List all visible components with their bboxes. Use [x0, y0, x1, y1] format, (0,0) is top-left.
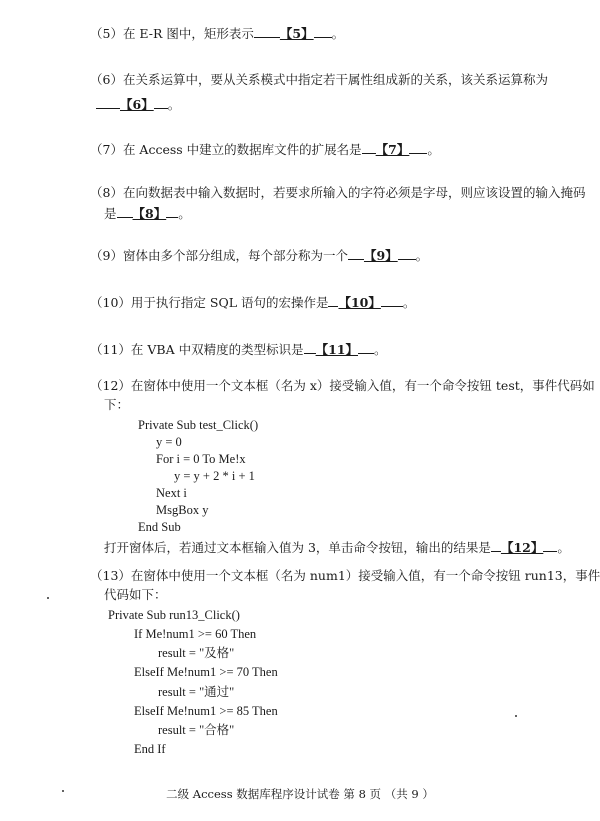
- question-12-text: （12）在窗体中使用一个文本框（名为 x）接受输入值，有一个命令按钮 test，事件代码如: [90, 378, 595, 393]
- question-11: [90, 340, 584, 359]
- blank-12: 【12】: [500, 540, 544, 555]
- q13-code-line-8: End If: [134, 742, 166, 756]
- blank-5: 【5】: [279, 26, 314, 41]
- scan-speck: [47, 597, 49, 599]
- question-8-answer-line: [90, 204, 584, 223]
- blank-11: 【11】: [315, 342, 358, 357]
- q12-code-line-4: y = y + 2 * i + 1: [174, 469, 255, 483]
- question-8-end: 。: [178, 206, 191, 221]
- question-7: [90, 140, 584, 159]
- q13-code-line-7: result = "合格": [158, 723, 235, 737]
- question-8: [90, 183, 584, 223]
- question-6-end: 。: [167, 97, 181, 112]
- blank-7: 【7】: [375, 142, 410, 157]
- question-9-end: 。: [415, 248, 429, 263]
- blank-10: 【10】: [338, 295, 381, 310]
- blank-8: 【8】: [132, 206, 167, 221]
- question-10: [90, 293, 584, 312]
- question-13: [90, 566, 600, 604]
- q13-code-line-3: result = "及格": [158, 646, 235, 660]
- question-12-after: 打开窗体后，若通过文本框输入值为 3，单击命令按钮，输出的结果是: [104, 540, 491, 555]
- question-10-end: 。: [402, 295, 416, 310]
- q13-code-line-4: ElseIf Me!num1 >= 70 Then: [134, 665, 278, 679]
- question-12: [90, 376, 595, 414]
- question-12-end: 。: [557, 540, 570, 555]
- question-11-text: （11）在 VBA 中双精度的类型标识是: [90, 342, 304, 357]
- q12-code-line-5: Next i: [156, 486, 187, 500]
- blank-6: 【6】: [120, 97, 154, 112]
- q13-code-line-1: Private Sub run13_Click(): [108, 608, 240, 622]
- question-8-text: （8）在向数据表中输入数据时，若要求所输入的字符必须是字母，则应该设置的输入掩码: [90, 185, 586, 200]
- question-9: [90, 246, 584, 265]
- blank-9: 【9】: [363, 248, 398, 263]
- question-6-text: （6）在关系运算中，要从关系模式中指定若干属性组成新的关系，该关系运算称为: [90, 72, 548, 87]
- question-5-text: （5）在 E-R 图中，矩形表示: [90, 26, 254, 41]
- q13-code-line-6: ElseIf Me!num1 >= 85 Then: [134, 704, 278, 718]
- q13-code-line-2: If Me!num1 >= 60 Then: [134, 627, 257, 641]
- question-11-end: 。: [374, 342, 387, 357]
- q13-code-line-5: result = "通过": [158, 685, 235, 699]
- q12-code-line-7: End Sub: [138, 520, 181, 534]
- q12-code-line-2: y = 0: [156, 435, 182, 449]
- question-12-line2: 下：: [104, 397, 130, 412]
- q12-code-line-3: For i = 0 To Me!x: [156, 452, 246, 466]
- question-5-end: 。: [331, 26, 345, 41]
- page-footer: 二级 Access 数据库程序设计试卷 第 8 页 （共 9 ）: [166, 787, 434, 801]
- q12-code-line-1: Private Sub test_Click(): [138, 418, 259, 432]
- question-5: [90, 24, 584, 43]
- question-13-line2: 代码如下：: [104, 587, 167, 602]
- question-10-text: （10）用于执行指定 SQL 语句的宏操作是: [90, 295, 329, 310]
- question-6: [90, 70, 584, 114]
- question-7-end: 。: [427, 142, 440, 157]
- question-8-line2: 是: [104, 206, 117, 221]
- scan-speck: [515, 715, 517, 717]
- question-9-text: （9）窗体由多个部分组成，每个部分称为一个: [90, 248, 348, 263]
- question-6-answer-line: [90, 95, 584, 114]
- q12-code-line-6: MsgBox y: [156, 503, 209, 517]
- question-13-text: （13）在窗体中使用一个文本框（名为 num1）接受输入值，有一个命令按钮 run13，事件: [90, 568, 600, 583]
- question-12-result: [104, 538, 584, 557]
- question-7-text: （7）在 Access 中建立的数据库文件的扩展名是: [90, 142, 362, 157]
